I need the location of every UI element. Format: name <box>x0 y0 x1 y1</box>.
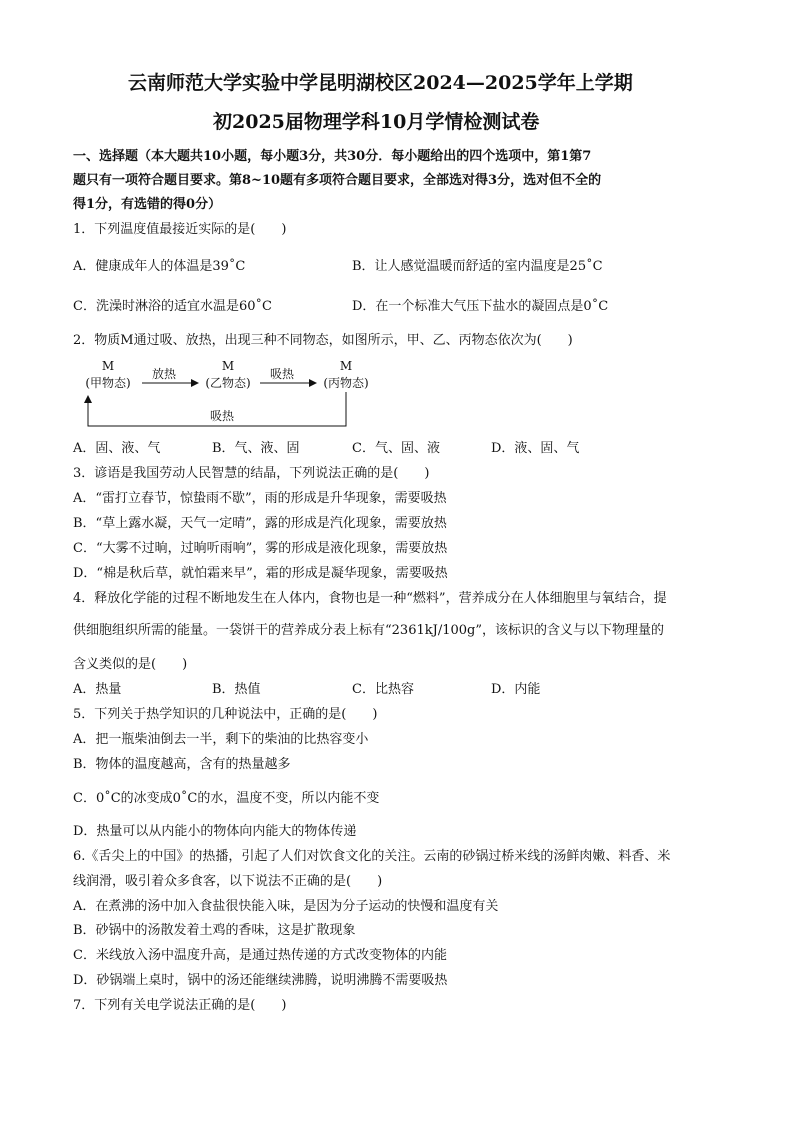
m-label-2: M <box>221 359 235 373</box>
q1-option-b: B．让人感觉温暖而舒适的室内温度是25˚C <box>352 259 603 274</box>
q1-stem: 1．下列温度值最接近实际的是( ) <box>73 222 287 237</box>
q6-option-c: C．米线放入汤中温度升高，是通过热传递的方式改变物体的内能 <box>73 948 447 963</box>
state-change-diagram <box>70 356 390 432</box>
m-label-3: M <box>339 359 353 373</box>
q7-stem: 7．下列有关电学说法正确的是( ) <box>73 998 287 1013</box>
q4-option-b: B．热值 <box>212 682 261 697</box>
section-heading-line3: 得1分，有选错的得0分） <box>73 197 222 212</box>
q6-line2: 线润滑，吸引着众多食客，以下说法不正确的是( ) <box>73 874 383 889</box>
q2-option-b: B．气、液、固 <box>212 441 300 456</box>
q5-option-c: C．0˚C的冰变成0˚C的水，温度不变，所以内能不变 <box>73 791 380 806</box>
q2-stem: 2．物质M通过吸、放热，出现三种不同物态，如图所示，甲、乙、丙物态依次为( ) <box>73 333 573 348</box>
q5-option-b: B．物体的温度越高，含有的热量越多 <box>73 757 291 772</box>
q1-option-d: D．在一个标准大气压下盐水的凝固点是0˚C <box>352 299 609 314</box>
q5-stem: 5．下列关于热学知识的几种说法中，正确的是( ) <box>73 707 378 722</box>
q4-option-d: D．内能 <box>491 682 541 697</box>
q3-option-b: B．“草上露水凝，天气一定晴”，露的形成是汽化现象，需要放热 <box>73 516 447 531</box>
state-label-2: (乙物态) <box>205 376 251 390</box>
q4-line1: 4．释放化学能的过程不断地发生在人体内，食物也是一种“燃料”，营养成分在人体细胞里与氧结合，提 <box>73 591 667 606</box>
q1-option-a: A．健康成年人的体温是39˚C <box>73 259 246 274</box>
q6-line1: 6.《舌尖上的中国》的热播，引起了人们对饮食文化的关注。云南的砂锅过桥米线的汤鲜肉嫩、料香、米 <box>73 849 671 864</box>
q1-option-c: C．洗澡时淋浴的适宜水温是60˚C <box>73 299 272 314</box>
section-heading-line2: 题只有一项符合题目要求。第8~10题有多项符合题目要求，全部选对得3分，选对但不全的 <box>73 173 602 188</box>
arrow-2-label: 吸热 <box>269 367 295 381</box>
state-label-1: (甲物态) <box>85 376 131 390</box>
arrow-1-label: 放热 <box>151 367 177 381</box>
arrow-3-label: 吸热 <box>209 409 235 423</box>
q6-option-b: B．砂锅中的汤散发着土鸡的香味，这是扩散现象 <box>73 923 356 938</box>
exam-title-line1: 云南师范大学实验中学昆明湖校区2024—2025学年上学期 <box>128 72 633 94</box>
exam-title-line2: 初2025届物理学科10月学情检测试卷 <box>213 111 540 133</box>
q3-option-c: C．“大雾不过晌，过晌听雨响”，雾的形成是液化现象，需要放热 <box>73 541 448 556</box>
q6-option-d: D．砂锅端上桌时，锅中的汤还能继续沸腾，说明沸腾不需要吸热 <box>73 973 448 988</box>
q6-option-a: A．在煮沸的汤中加入食盐很快能入味，是因为分子运动的快慢和温度有关 <box>73 899 499 914</box>
state-label-3: (丙物态) <box>323 376 369 390</box>
m-label-1: M <box>101 359 115 373</box>
q4-option-c: C．比热容 <box>352 682 414 697</box>
q3-option-d: D．“棉是秋后草，就怕霜来早”，霜的形成是凝华现象，需要吸热 <box>73 566 448 581</box>
q2-option-c: C．气、固、液 <box>352 441 440 456</box>
q2-option-d: D．液、固、气 <box>491 441 580 456</box>
q2-option-a: A．固、液、气 <box>73 441 161 456</box>
q4-line3: 含义类似的是( ) <box>73 657 188 672</box>
section-heading-line1: 一、选择题（本大题共10小题，每小题3分，共30分．每小题给出的四个选项中，第1第7 <box>73 149 592 164</box>
q4-line2: 供细胞组织所需的能量。一袋饼干的营养成分表上标有“2361kJ/100g”，该标识的含义与以下物理量的 <box>73 623 664 638</box>
q3-option-a: A．“雷打立春节，惊蛰雨不歇”，雨的形成是升华现象，需要吸热 <box>73 491 447 506</box>
q4-option-a: A．热量 <box>73 682 122 697</box>
q5-option-a: A．把一瓶柴油倒去一半，剩下的柴油的比热容变小 <box>73 732 369 747</box>
q3-stem: 3．谚语是我国劳动人民智慧的结晶，下列说法正确的是( ) <box>73 466 430 481</box>
q5-option-d: D．热量可以从内能小的物体向内能大的物体传递 <box>73 824 357 839</box>
